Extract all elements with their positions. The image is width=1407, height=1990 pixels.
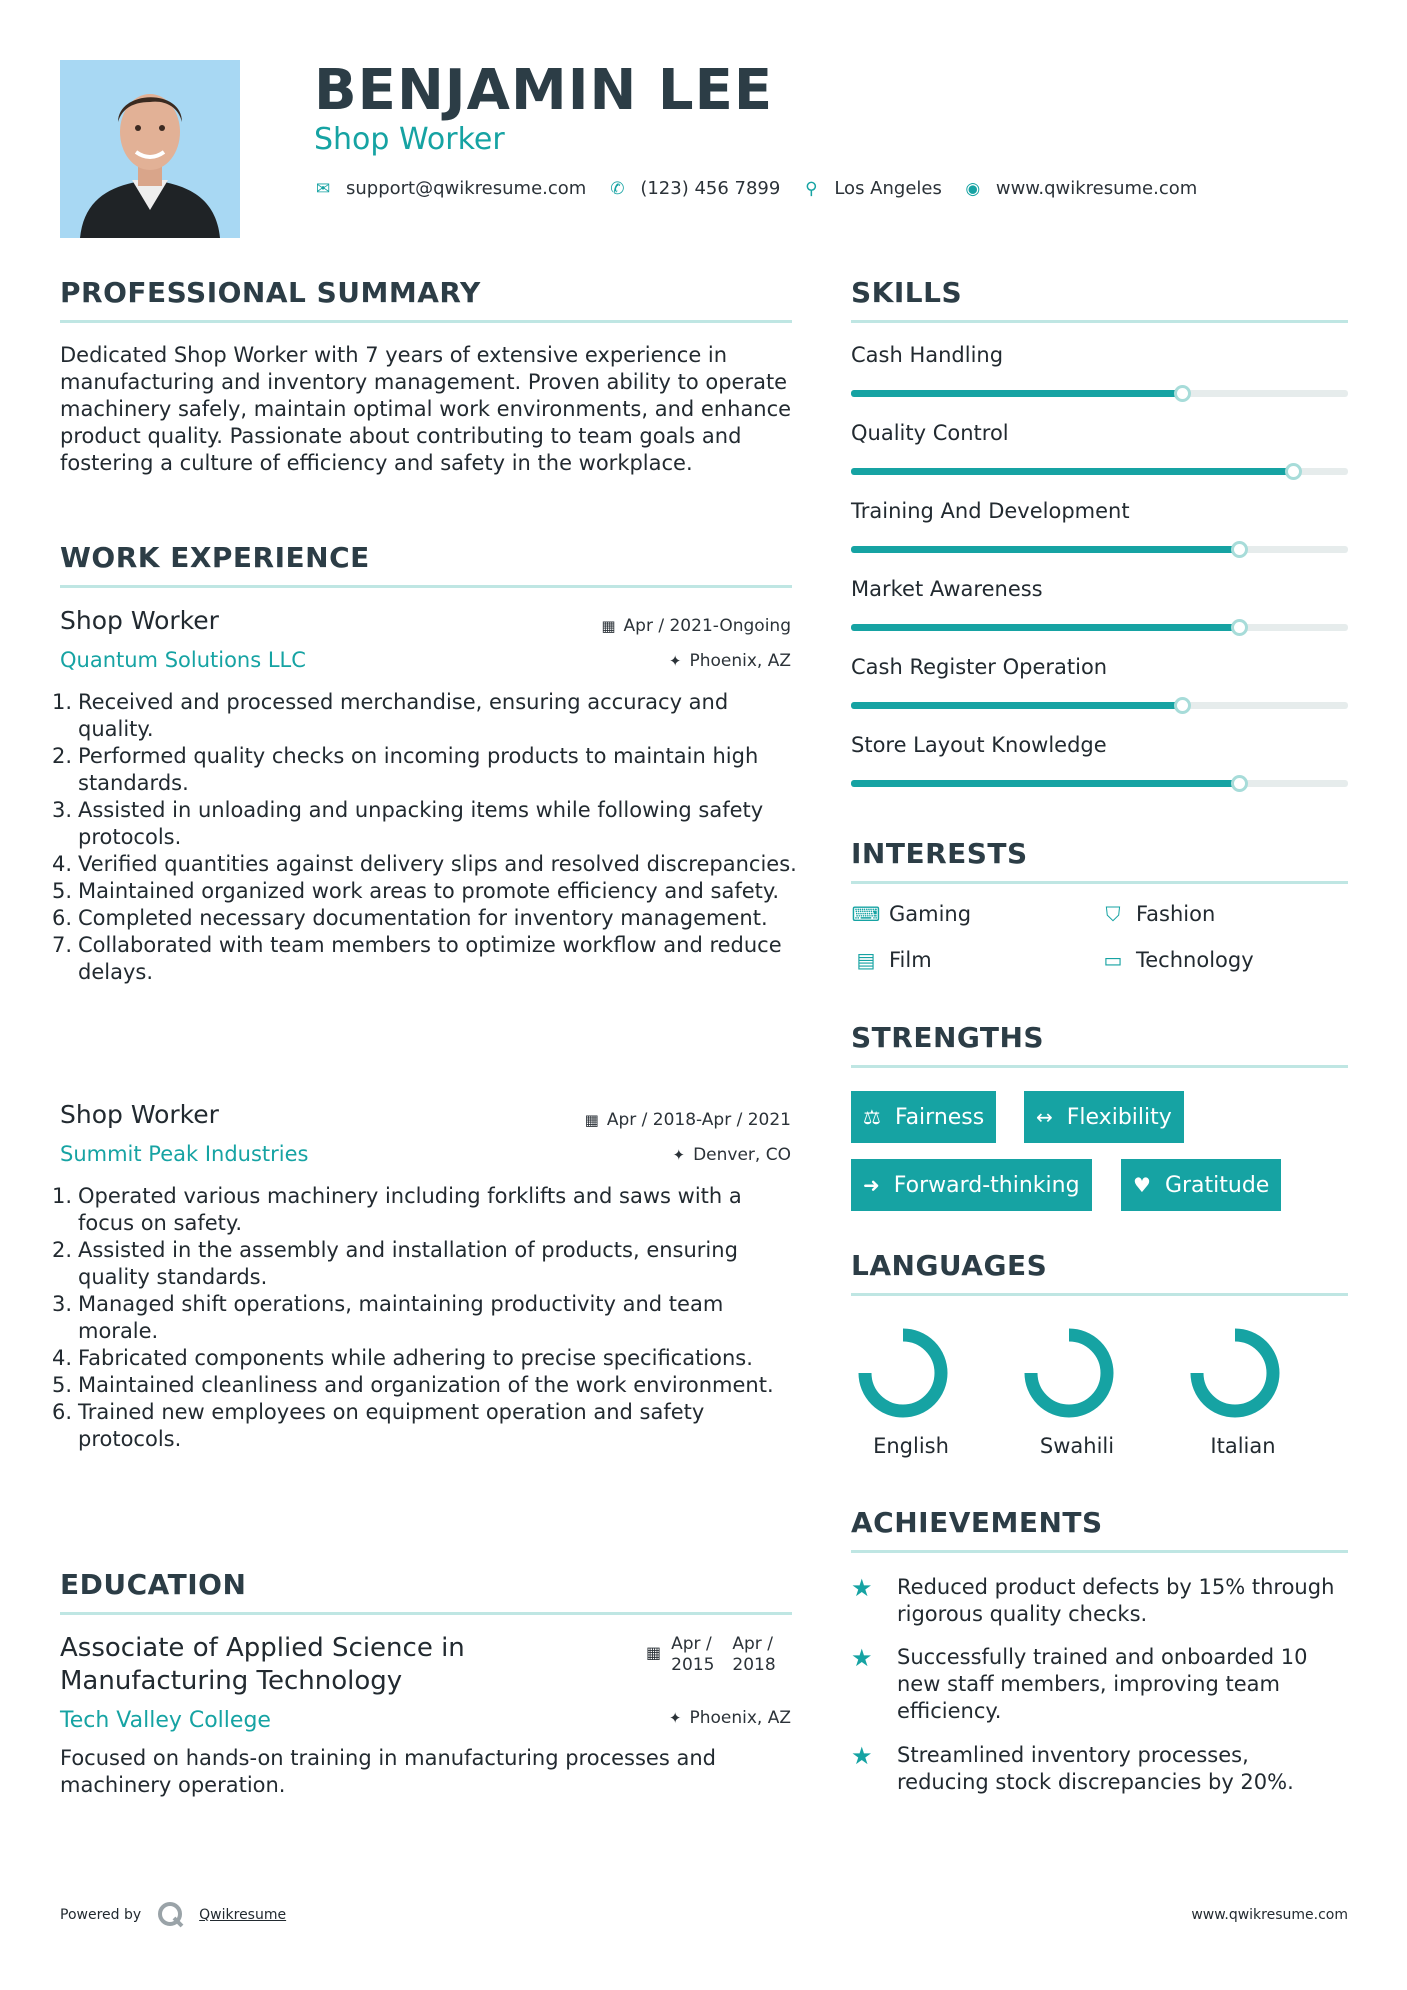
skills-heading: SKILLS (851, 276, 963, 309)
job-title: Shop Worker (60, 1100, 219, 1129)
contact-phone[interactable]: (123) 456 7899 (640, 178, 781, 199)
job-date (585, 1110, 791, 1130)
education-start-month: Apr / (671, 1634, 712, 1654)
contact-email[interactable]: support@qwikresume.com (346, 178, 587, 199)
skills-divider (851, 320, 1348, 323)
calendar-icon: ▦ (601, 617, 616, 635)
education-end-month: Apr / (732, 1634, 773, 1654)
list-item: Fabricated components while adhering to precise specifications. (78, 1346, 753, 1370)
contact-website[interactable]: www.qwikresume.com (995, 178, 1198, 199)
skill-name: Cash Handling (851, 343, 1004, 367)
strengths-divider (851, 1065, 1348, 1068)
star-icon: ★ (851, 1574, 873, 1602)
language-ring-arc (1031, 1335, 1107, 1411)
strength-label: Forward-thinking (893, 1172, 1080, 1198)
globe-icon: ◉ (965, 178, 981, 199)
contact-location: Los Angeles (834, 178, 942, 199)
gamepad-icon: ⌨ (851, 902, 881, 926)
skill-bar-knob (1231, 541, 1248, 558)
achievement-item (851, 1574, 1351, 1628)
language-ring-arc (865, 1335, 941, 1411)
education-location-text: Phoenix, AZ (689, 1708, 791, 1728)
skill-bar-fill (851, 390, 1182, 397)
achievement-text: Streamlined inventory processes, reducing stock discrepancies by 20%. (897, 1743, 1294, 1794)
job-location (669, 651, 791, 671)
list-item: Verified quantities against delivery slips and resolved discrepancies. (78, 852, 797, 876)
education-school: Tech Valley College (60, 1708, 271, 1733)
footer-powered-by (60, 1901, 286, 1929)
shopping-bag-icon: ⛉ (1105, 902, 1121, 926)
achievement-text: Successfully trained and onboarded 10 new staff members, improving team efficiency. (897, 1645, 1308, 1723)
education-end (732, 1634, 775, 1676)
strength-label: Fairness (894, 1104, 985, 1130)
list-item: Assisted in the assembly and installation of products, ensuring quality standards. (78, 1238, 738, 1289)
envelope-icon: ✉ (315, 178, 331, 199)
job-location (673, 1145, 791, 1165)
list-item: Maintained cleanliness and organization of the work environment. (78, 1373, 774, 1397)
list-item: Maintained organized work areas to promote efficiency and safety. (78, 879, 780, 903)
summary-heading: PROFESSIONAL SUMMARY (60, 276, 481, 309)
strength-tag (851, 1091, 996, 1143)
strengths-heading: STRENGTHS (851, 1021, 1045, 1054)
skill-bar (851, 624, 1348, 631)
interest-label: Gaming (889, 902, 972, 926)
language-ring (1180, 1318, 1290, 1428)
skill-bar-knob (1285, 463, 1302, 480)
education-end-year: 2018 (732, 1655, 776, 1675)
skill-name: Market Awareness (851, 577, 1043, 601)
star-icon: ★ (851, 1742, 873, 1770)
language-ring-arc (1197, 1335, 1273, 1411)
skill-bar-fill (851, 624, 1239, 631)
arrows-horizontal-icon: ↔ (1036, 1105, 1053, 1129)
powered-by-label: Powered by (60, 1907, 142, 1923)
qwikresume-link[interactable]: Qwikresume (199, 1907, 287, 1923)
skill-bar-fill (851, 468, 1293, 475)
languages-divider (851, 1293, 1348, 1296)
heart-icon: ♥ (1133, 1173, 1151, 1197)
achievement-item (851, 1742, 1351, 1796)
balance-scale-icon: ⚖ (863, 1105, 881, 1129)
list-item: Trained new employees on equipment operation and safety protocols. (78, 1400, 705, 1451)
job-location-text: Phoenix, AZ (689, 651, 791, 671)
language-name: English (873, 1434, 949, 1458)
language-ring (848, 1318, 958, 1428)
interest-label: Fashion (1136, 902, 1216, 926)
language-name: Swahili (1039, 1434, 1115, 1458)
pin-icon: ✦ (668, 652, 682, 670)
job-bullets (52, 689, 797, 986)
calendar-icon: ▦ (584, 1111, 599, 1129)
experience-divider (60, 585, 792, 588)
skill-bar (851, 468, 1348, 475)
profile-photo (60, 60, 240, 238)
skill-name: Cash Register Operation (851, 655, 1108, 679)
skill-bar-fill (851, 780, 1239, 787)
education-start-year: 2015 (671, 1655, 715, 1675)
job-bullets (52, 1183, 797, 1453)
footer-url[interactable]: www.qwikresume.com (1191, 1907, 1348, 1923)
achievements-divider (851, 1550, 1348, 1553)
strength-label: Flexibility (1066, 1104, 1172, 1130)
list-item: Assisted in unloading and unpacking items while following safety protocols. (78, 798, 764, 849)
education-divider (60, 1612, 792, 1615)
qwikresume-logo-icon (157, 1901, 185, 1929)
strength-tag (1024, 1091, 1184, 1143)
skill-bar-fill (851, 546, 1239, 553)
strength-tag (851, 1159, 1092, 1211)
achievements-heading: ACHIEVEMENTS (851, 1506, 1103, 1539)
list-item: Managed shift operations, maintaining productivity and team morale. (78, 1292, 724, 1343)
job-company: Quantum Solutions LLC (60, 648, 306, 672)
interests-heading: INTERESTS (851, 837, 1028, 870)
summary-divider (60, 320, 792, 323)
languages-heading: LANGUAGES (851, 1249, 1048, 1282)
skill-name: Quality Control (851, 421, 1009, 445)
skill-bar-fill (851, 702, 1182, 709)
education-date (646, 1634, 794, 1676)
job-date-text: Apr / 2018-Apr / 2021 (606, 1110, 791, 1130)
achievement-text: Reduced product defects by 15% through rigorous quality checks. (897, 1575, 1335, 1626)
skill-bar-knob (1174, 697, 1191, 714)
skill-bar (851, 390, 1348, 397)
skill-bar (851, 780, 1348, 787)
skill-bar-knob (1231, 775, 1248, 792)
job-title: Shop Worker (60, 606, 219, 635)
candidate-name: BENJAMIN LEE (314, 58, 774, 123)
contact-bar (314, 178, 1219, 199)
skill-name: Training And Development (851, 499, 1130, 523)
skill-bar-knob (1174, 385, 1191, 402)
job-location-text: Denver, CO (693, 1145, 791, 1165)
interest-item (851, 948, 932, 972)
job-company: Summit Peak Industries (60, 1142, 309, 1166)
education-location (669, 1708, 791, 1728)
phone-icon: ✆ (610, 178, 625, 199)
film-icon: ▤ (856, 948, 876, 972)
skill-bar (851, 546, 1348, 553)
list-item: Received and processed merchandise, ensuring accuracy and quality. (78, 690, 729, 741)
list-item: Performed quality checks on incoming products to maintain high standards. (78, 744, 759, 795)
education-description: Focused on hands-on training in manufacturing processes and machinery operation. (60, 1746, 716, 1797)
list-item: Collaborated with team members to optimize workflow and reduce delays. (78, 933, 782, 984)
arrow-right-icon: ➜ (863, 1173, 880, 1197)
skill-name: Store Layout Knowledge (851, 733, 1107, 757)
list-item: Operated various machinery including forklifts and saws with a focus on safety. (78, 1184, 742, 1235)
language-ring (1014, 1318, 1124, 1428)
education-heading: EDUCATION (60, 1568, 247, 1601)
strength-tag (1121, 1159, 1281, 1211)
strength-label: Gratitude (1164, 1172, 1270, 1198)
laptop-icon: ▭ (1103, 948, 1123, 972)
education-degree: Associate of Applied Science in Manufacturing Technology (60, 1633, 465, 1696)
interest-item (1098, 948, 1254, 972)
interest-label: Technology (1136, 948, 1254, 972)
pin-icon: ✦ (668, 1709, 682, 1727)
interest-item (851, 902, 971, 926)
map-pin-icon: ⚲ (805, 178, 818, 199)
job-date-text: Apr / 2021-Ongoing (623, 616, 791, 636)
star-icon: ★ (851, 1644, 873, 1672)
list-item: Completed necessary documentation for inventory management. (78, 906, 768, 930)
candidate-role: Shop Worker (314, 122, 505, 157)
interest-item (1098, 902, 1215, 926)
skill-bar-knob (1231, 619, 1248, 636)
achievement-item (851, 1644, 1351, 1725)
experience-heading: WORK EXPERIENCE (60, 541, 370, 574)
skill-bar (851, 702, 1348, 709)
language-name: Italian (1210, 1434, 1276, 1458)
interests-divider (851, 881, 1348, 884)
interest-label: Film (889, 948, 932, 972)
calendar-icon: ▦ (646, 1643, 662, 1662)
education-start (671, 1634, 714, 1676)
job-date (601, 616, 791, 636)
pin-icon: ✦ (672, 1146, 686, 1164)
summary-text: Dedicated Shop Worker with 7 years of extensive experience in manufacturing and inventory management. Proven ability to operate machinery safely, maintain optimal work environments, and enhance product quality. Passionate about contributing to team goals and fostering a culture of efficiency and safety in the workplace. (60, 343, 792, 475)
